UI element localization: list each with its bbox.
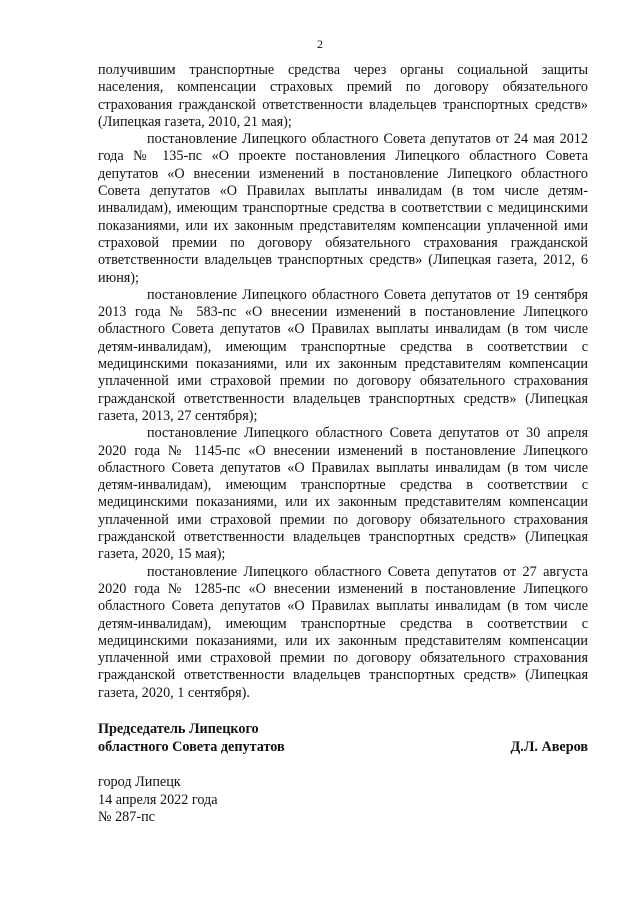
paragraph-continuation: получившим транспортные средства через органы социальной защиты населения, компенсации страховых премий по договору обязательного страхования гражданской ответственности владельцев транспортных средств» (Липецкая газета, 2010, 21 мая); — [98, 62, 588, 130]
signatory-title-line2: областного Совета депутатов — [98, 738, 285, 755]
paragraph-resolution-2012: постановление Липецкого областного Совета депутатов от 24 мая 2012 года № 135-пс «О проекте постановления Липецкого областного Совета депутатов «О внесении изменений в постановление Липецкого областного Совета депутатов «О Правилах выплаты инвалидам (в том числе детям-инвалидам), имеющим транспортные средства в соответствии с медицинскими показаниями, или их законным представителям компенсации уплаченной ими страховой премии по договору обязательного страхования гражданской ответственности владельцев транспортных средств» (Липецкая газета, 2012, 6 июня); — [98, 131, 588, 286]
document-footer — [98, 774, 218, 827]
signatory-title-line1: Председатель Липецкого — [98, 721, 259, 737]
footer-number: № 287-пс — [98, 809, 155, 825]
footer-city: город Липецк — [98, 774, 181, 790]
document-body — [98, 62, 588, 702]
page-number: 2 — [317, 37, 323, 51]
footer-date: 14 апреля 2022 года — [98, 791, 218, 808]
signatory-name: Д.Л. Аверов — [510, 738, 588, 755]
paragraph-resolution-2013: постановление Липецкого областного Совета депутатов от 19 сентября 2013 года № 583-пс «О внесении изменений в постановление Липецкого областного Совета депутатов «О Правилах выплаты инвалидам (в том числе детям-инвалидам), имеющим транспортные средства в соответствии с медицинскими показаниями, или их законным представителям компенсации уплаченной ими страховой премии по договору обязательного страхования гражданской ответственности владельцев транспортных средств» (Липецкая газета, 2013, 27 сентября); — [98, 286, 588, 424]
paragraph-resolution-2020-august: постановление Липецкого областного Совета депутатов от 27 августа 2020 года № 1285-пс «О внесении изменений в постановление Липецкого областного Совета депутатов «О Правилах выплаты инвалидам (в том числе детям-инвалидам), имеющим транспортные средства в соответствии с медицинскими показаниями, или их законным представителям компенсации уплаченной ими страховой премии по договору обязательного страхования гражданской ответственности владельцев транспортных средств» (Липецкая газета, 2020, 1 сентября). — [98, 563, 588, 701]
signature-block — [98, 721, 588, 756]
paragraph-resolution-2020-april: постановление Липецкого областного Совета депутатов от 30 апреля 2020 года № 1145-пс «О внесении изменений в постановление Липецкого областного Совета депутатов «О Правилах выплаты инвалидам (в том числе детям-инвалидам), имеющим транспортные средства в соответствии с медицинскими показаниями, или их законным представителям компенсации уплаченной ими страховой премии по договору обязательного страхования гражданской ответственности владельцев транспортных средств» (Липецкая газета, 2020, 15 мая); — [98, 425, 588, 563]
